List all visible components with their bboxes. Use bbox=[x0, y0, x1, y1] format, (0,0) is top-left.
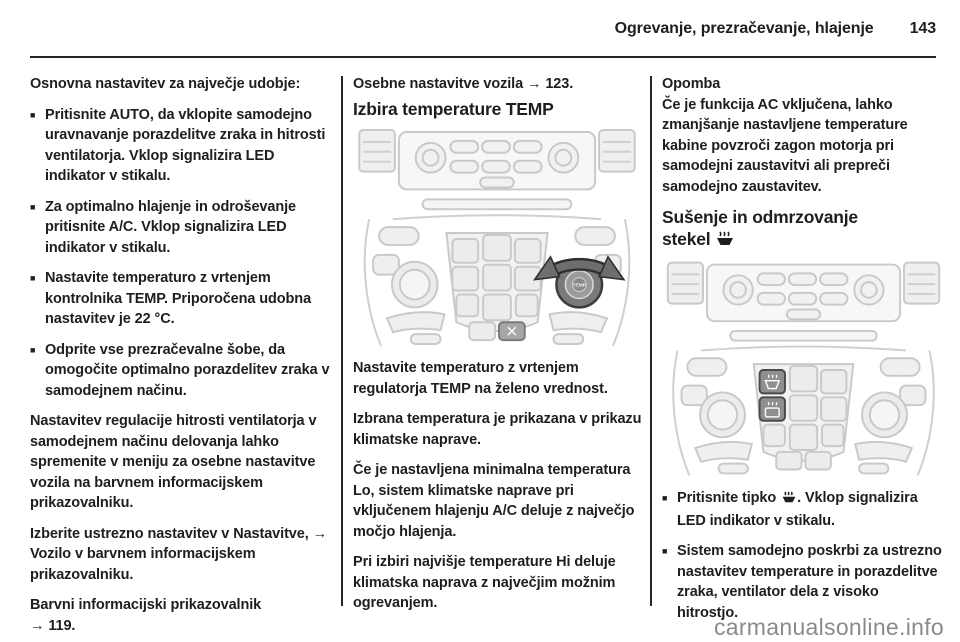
section-heading-temp: Izbira temperature TEMP bbox=[353, 98, 554, 119]
cross-reference bbox=[30, 595, 333, 636]
paragraph: Nastavitev regulacije hitrosti ventilatorja v samodejnem načinu delovanja lahko spremenite v meniju za osebne nastavitve vozila na barvnem informacijskem prikazovalniku. bbox=[30, 413, 317, 511]
list-item-text: Sistem samodejno poskrbi za ustrezno nastavitev temperature in porazdelitve zraka, ventilator dela z visoko hitrostjo. bbox=[677, 543, 942, 621]
intro-text: Osnovna nastavitev za največje udobje: bbox=[30, 76, 301, 92]
page-number: 143 bbox=[909, 20, 936, 37]
rear-defrost-button-highlighted bbox=[760, 397, 785, 420]
list-item bbox=[30, 340, 333, 402]
list-item bbox=[662, 488, 943, 531]
list-item-text-post: . Vklop signalizira LED indikator v stikalu. bbox=[677, 490, 918, 529]
temp-knob-label: TEMP bbox=[572, 283, 586, 289]
paragraph: Nastavite temperaturo z vrtenjem regulatorja TEMP na želeno vrednost. bbox=[353, 360, 608, 397]
windshield-defrost-icon bbox=[715, 231, 735, 253]
section-heading-defrost bbox=[662, 207, 943, 252]
list-item-text bbox=[677, 488, 943, 531]
list-item bbox=[30, 268, 333, 330]
bullet-square-icon: ■ bbox=[662, 493, 668, 503]
list-item-text: Odprite vse prezračevalne šobe, da omogočite optimalno porazdelitev zraka v samodejnem načinu. bbox=[45, 341, 330, 399]
list-item-text: Za optimalno hlajenje in odroševanje pritisnite A/C. Vklop signalizira LED indikator v stikalu. bbox=[45, 198, 297, 256]
column-divider-right bbox=[650, 76, 652, 606]
header-rule bbox=[30, 56, 936, 58]
bullet-square-icon: ■ bbox=[30, 201, 36, 212]
bullet-square-icon: ■ bbox=[30, 273, 36, 283]
climate-panel-drawing bbox=[662, 260, 945, 478]
windshield-defrost-icon bbox=[781, 490, 797, 511]
page-header bbox=[30, 20, 936, 38]
note-label: Opomba bbox=[662, 76, 721, 92]
bullet-square-icon: ■ bbox=[30, 344, 36, 355]
illustration-defrost-buttons bbox=[662, 260, 943, 478]
cross-reference-text: Barvni informacijski prikazovalnik bbox=[30, 597, 262, 613]
watermark: carmanualsonline.info bbox=[713, 614, 944, 640]
cross-reference: Osebne nastavitve vozila → 123. bbox=[353, 76, 574, 92]
list-item bbox=[30, 105, 333, 187]
paragraph: Če je nastavljena minimalna temperatura Lo, sistem klimatske naprave pri vključenem hlajenju A/C deluje z največjo močjo hlajenja. bbox=[353, 462, 635, 540]
column-middle bbox=[353, 74, 642, 624]
list-item bbox=[662, 541, 943, 623]
list-item-text: Pritisnite AUTO, da vklopite samodejno uravnavanje porazdelitve zraka in hitrosti ventilatorja. Vklop signalizira LED indikator v stikalu. bbox=[45, 106, 326, 184]
bullet-square-icon: ■ bbox=[30, 109, 36, 120]
bullet-square-icon: ■ bbox=[662, 546, 668, 556]
column-right bbox=[662, 74, 943, 633]
page-title: Ogrevanje, prezračevanje, hlajenje bbox=[614, 20, 874, 37]
column-divider-left bbox=[341, 76, 343, 606]
front-defrost-button-highlighted bbox=[760, 370, 785, 393]
cross-reference-page: → 119. bbox=[30, 617, 76, 634]
illustration-temp-knob bbox=[353, 128, 642, 348]
paragraph: Izberite ustrezno nastavitev v Nastavitve, → Vozilo v barvnem informacijskem prikazovalniku. bbox=[30, 525, 327, 583]
list-item bbox=[30, 197, 333, 259]
heading-line: stekel bbox=[662, 228, 711, 249]
paragraph: Izbrana temperatura je prikazana v prikazu klimatske naprave. bbox=[353, 411, 642, 448]
heading-line: Sušenje in odmrzovanje bbox=[662, 207, 858, 227]
column-left bbox=[30, 74, 333, 642]
paragraph: Pri izbiri najvišje temperature Hi deluje klimatska naprava z največjim možnim ogrevanjem. bbox=[353, 554, 616, 611]
list-item-text: Nastavite temperaturo z vrtenjem kontrolnika TEMP. Priporočena udobna nastavitev je 22 °C. bbox=[45, 270, 312, 327]
note-text: Če je funkcija AC vključena, lahko zmanjšanje nastavljene temperature kabine povzroči zagon motorja pri samodejni zaustavitvi ali prepreči samodejno zaustavitev. bbox=[662, 96, 908, 195]
list-item-text-pre: Pritisnite tipko bbox=[677, 490, 777, 506]
climate-panel-drawing bbox=[353, 128, 641, 348]
auto-button-shaded bbox=[499, 322, 525, 340]
